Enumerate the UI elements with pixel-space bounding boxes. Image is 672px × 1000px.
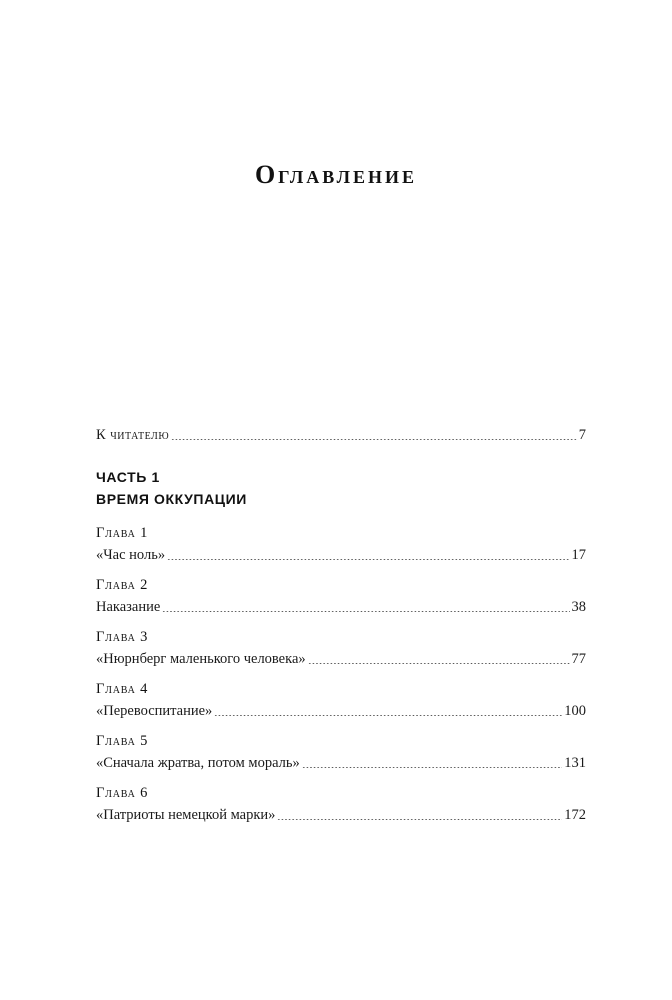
toc-entry[interactable] — [96, 648, 586, 670]
part-name: ВРЕМЯ ОККУПАЦИИ — [96, 491, 247, 507]
chapter-label: Глава 3 — [96, 629, 149, 645]
chapter-entry[interactable] — [96, 782, 586, 826]
toc-page-number: 100 — [564, 703, 586, 719]
dot-leader — [308, 663, 570, 664]
toc-entry-title: «Перевоспитание» — [96, 703, 213, 719]
chapter-entry[interactable] — [96, 522, 586, 566]
toc-page-number: 17 — [571, 547, 586, 563]
toc-entry[interactable] — [96, 544, 586, 566]
dot-leader — [277, 819, 562, 820]
chapter-entry[interactable] — [96, 626, 586, 670]
chapter-entry[interactable] — [96, 574, 586, 618]
toc-entry[interactable] — [96, 804, 586, 826]
chapter-entry[interactable] — [96, 730, 586, 774]
toc-page-number: 77 — [571, 651, 586, 667]
toc-page-number: 7 — [578, 427, 586, 443]
toc-entry-title: «Патриоты немецкой марки» — [96, 807, 276, 823]
part-heading — [96, 466, 586, 510]
page-title: Оглавление — [254, 160, 418, 189]
toc-entry-reader[interactable] — [96, 424, 586, 446]
toc-entry-title: «Нюрнберг маленького человека» — [96, 651, 306, 667]
dot-leader — [167, 559, 569, 560]
chapter-label: Глава 6 — [96, 785, 149, 801]
part-number: ЧАСТЬ 1 — [96, 469, 160, 485]
dot-leader — [162, 611, 569, 612]
toc-page-number: 131 — [564, 755, 586, 771]
toc-entry-title: Наказание — [96, 599, 161, 615]
toc-entry[interactable] — [96, 700, 586, 722]
dot-leader — [171, 439, 577, 440]
chapter-label: Глава 5 — [96, 733, 149, 749]
dot-leader — [214, 715, 562, 716]
toc-entry-title: «Сначала жратва, потом мораль» — [96, 755, 300, 771]
toc-entry[interactable] — [96, 596, 586, 618]
chapter-entry[interactable] — [96, 678, 586, 722]
table-of-contents — [96, 424, 586, 826]
chapter-label: Глава 1 — [96, 525, 149, 541]
toc-page-number: 38 — [571, 599, 586, 615]
chapter-label: Глава 4 — [96, 681, 149, 697]
dot-leader — [302, 767, 562, 768]
chapter-label: Глава 2 — [96, 577, 149, 593]
toc-entry[interactable] — [96, 752, 586, 774]
toc-entry-title: К читателю — [96, 427, 170, 443]
toc-page-number: 172 — [564, 807, 586, 823]
toc-entry-title: «Час ноль» — [96, 547, 166, 563]
